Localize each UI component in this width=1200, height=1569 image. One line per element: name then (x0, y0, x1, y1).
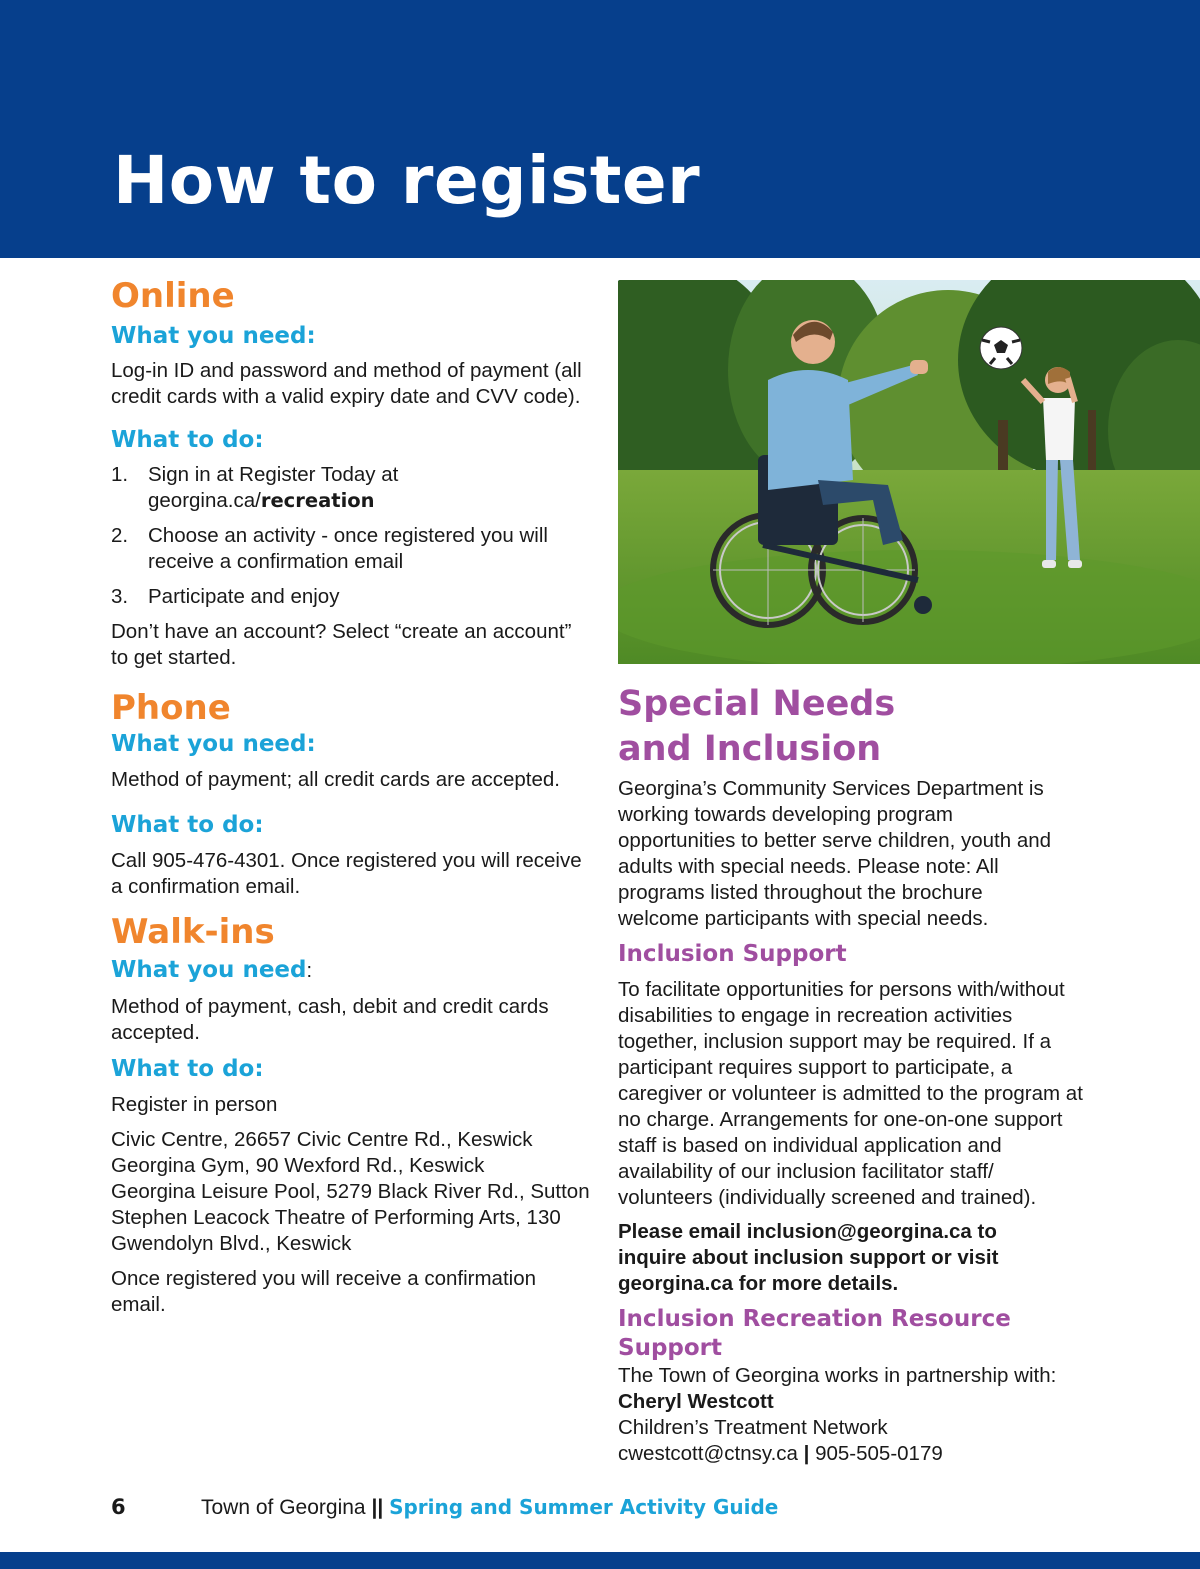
location-item: Georgina Gym, 90 Wexford Rd., Keswick (111, 1154, 485, 1177)
online-heading: Online (111, 276, 235, 316)
page-title: How to register (113, 142, 701, 219)
phone-heading: Phone (111, 688, 231, 728)
location-item: Stephen Leacock Theatre of Performing Arts, 130 Gwendolyn Blvd., Keswick (111, 1206, 561, 1255)
special-needs-heading (618, 682, 1198, 772)
online-step-3 (111, 584, 591, 610)
phone-section (111, 688, 591, 900)
walkins-section (111, 912, 591, 1318)
recreation-link[interactable]: recreation (260, 489, 375, 512)
resource-support-heading: Inclusion Recreation Resource Support (618, 1306, 1011, 1361)
contact-email[interactable]: cwestcott@ctnsy.ca (618, 1442, 798, 1465)
footer-guide-title: Spring and Summer Activity Guide (389, 1495, 779, 1519)
inclusion-support-text: To facilitate opportunities for persons with/without disabilities to engage in recreation activities together, inclusion support may be required. If a participant requires support to participate, a caregiver or volunteer is admitted to the program at no charge. Arrangements for one-on-one support staff is based on individual application and availability of our inclusion facilitator staff/ volunteers (individually screened and trained). (618, 978, 1083, 1209)
phone-need-text: Method of payment; all credit cards are accepted. (111, 768, 560, 791)
location-list (111, 1127, 591, 1257)
location-item: Civic Centre, 26657 Civic Centre Rd., Keswick (111, 1128, 533, 1151)
online-step-1 (111, 462, 591, 514)
step-text: Choose an activity - once registered you will receive a confirmation email (148, 524, 548, 573)
special-needs-heading-line1: Special Needs (618, 684, 896, 724)
walkins-need-heading-row (111, 956, 591, 985)
online-steps (111, 462, 591, 610)
contact-name: Cheryl Westcott (618, 1390, 774, 1413)
walkins-need-heading: What you need (111, 957, 307, 983)
phone-need-heading: What you need: (111, 731, 316, 757)
footer-org-name: Town of Georgina (201, 1496, 366, 1519)
right-column (618, 280, 1198, 1467)
left-column (111, 276, 591, 1318)
special-needs-heading-line2: and Inclusion (618, 729, 882, 769)
step-number: 1. (111, 463, 129, 486)
inclusion-support-heading: Inclusion Support (618, 941, 847, 967)
step-text: Participate and enjoy (148, 585, 340, 608)
contact-separator: | (803, 1442, 810, 1465)
footer-org (201, 1492, 778, 1523)
footer-separator: || (371, 1496, 384, 1519)
contact-line (618, 1441, 1198, 1467)
online-do-heading: What to do: (111, 427, 264, 453)
colon: : (306, 960, 313, 982)
online-section (111, 276, 591, 671)
location-item: Georgina Leisure Pool, 5279 Black River Rd., Sutton (111, 1180, 590, 1203)
wheelchair-soccer-photo (618, 280, 1200, 664)
resource-intro: The Town of Georgina works in partnership with: (618, 1364, 1057, 1387)
phone-do-heading: What to do: (111, 812, 264, 838)
step-text: Sign in at Register Today at georgina.ca/ (148, 463, 399, 512)
walkins-heading: Walk-ins (111, 912, 275, 952)
header-band (0, 0, 1200, 258)
walkins-closing: Once registered you will receive a confirmation email. (111, 1267, 536, 1316)
special-needs-intro: Georgina’s Community Services Department is working towards developing program opportunities to better serve children, youth and adults with special needs. Please note: All programs listed throughout the brochure welcome participants with special needs. (618, 777, 1052, 930)
online-step-2 (111, 523, 591, 575)
walkins-do-heading: What to do: (111, 1056, 264, 1082)
account-note: Don’t have an account? Select “create an account” to get started. (111, 620, 572, 669)
contact-org: Children’s Treatment Network (618, 1416, 888, 1439)
step-number: 2. (111, 524, 129, 547)
step-number: 3. (111, 585, 129, 608)
page-number: 6 (111, 1495, 126, 1519)
walkins-do-text: Register in person (111, 1093, 278, 1116)
walkins-need-text: Method of payment, cash, debit and credit cards accepted. (111, 995, 549, 1044)
online-need-heading: What you need: (111, 323, 316, 349)
phone-do-text: Call 905-476-4301. Once registered you will receive a confirmation email. (111, 849, 582, 898)
online-need-text: Log-in ID and password and method of payment (all credit cards with a valid expiry date and CVV code). (111, 359, 582, 408)
inclusion-email-note: Please email inclusion@georgina.ca to inquire about inclusion support or visit georgina.ca for more details. (618, 1220, 999, 1295)
bottom-band (0, 1552, 1200, 1569)
contact-phone: 905-505-0179 (815, 1442, 943, 1465)
